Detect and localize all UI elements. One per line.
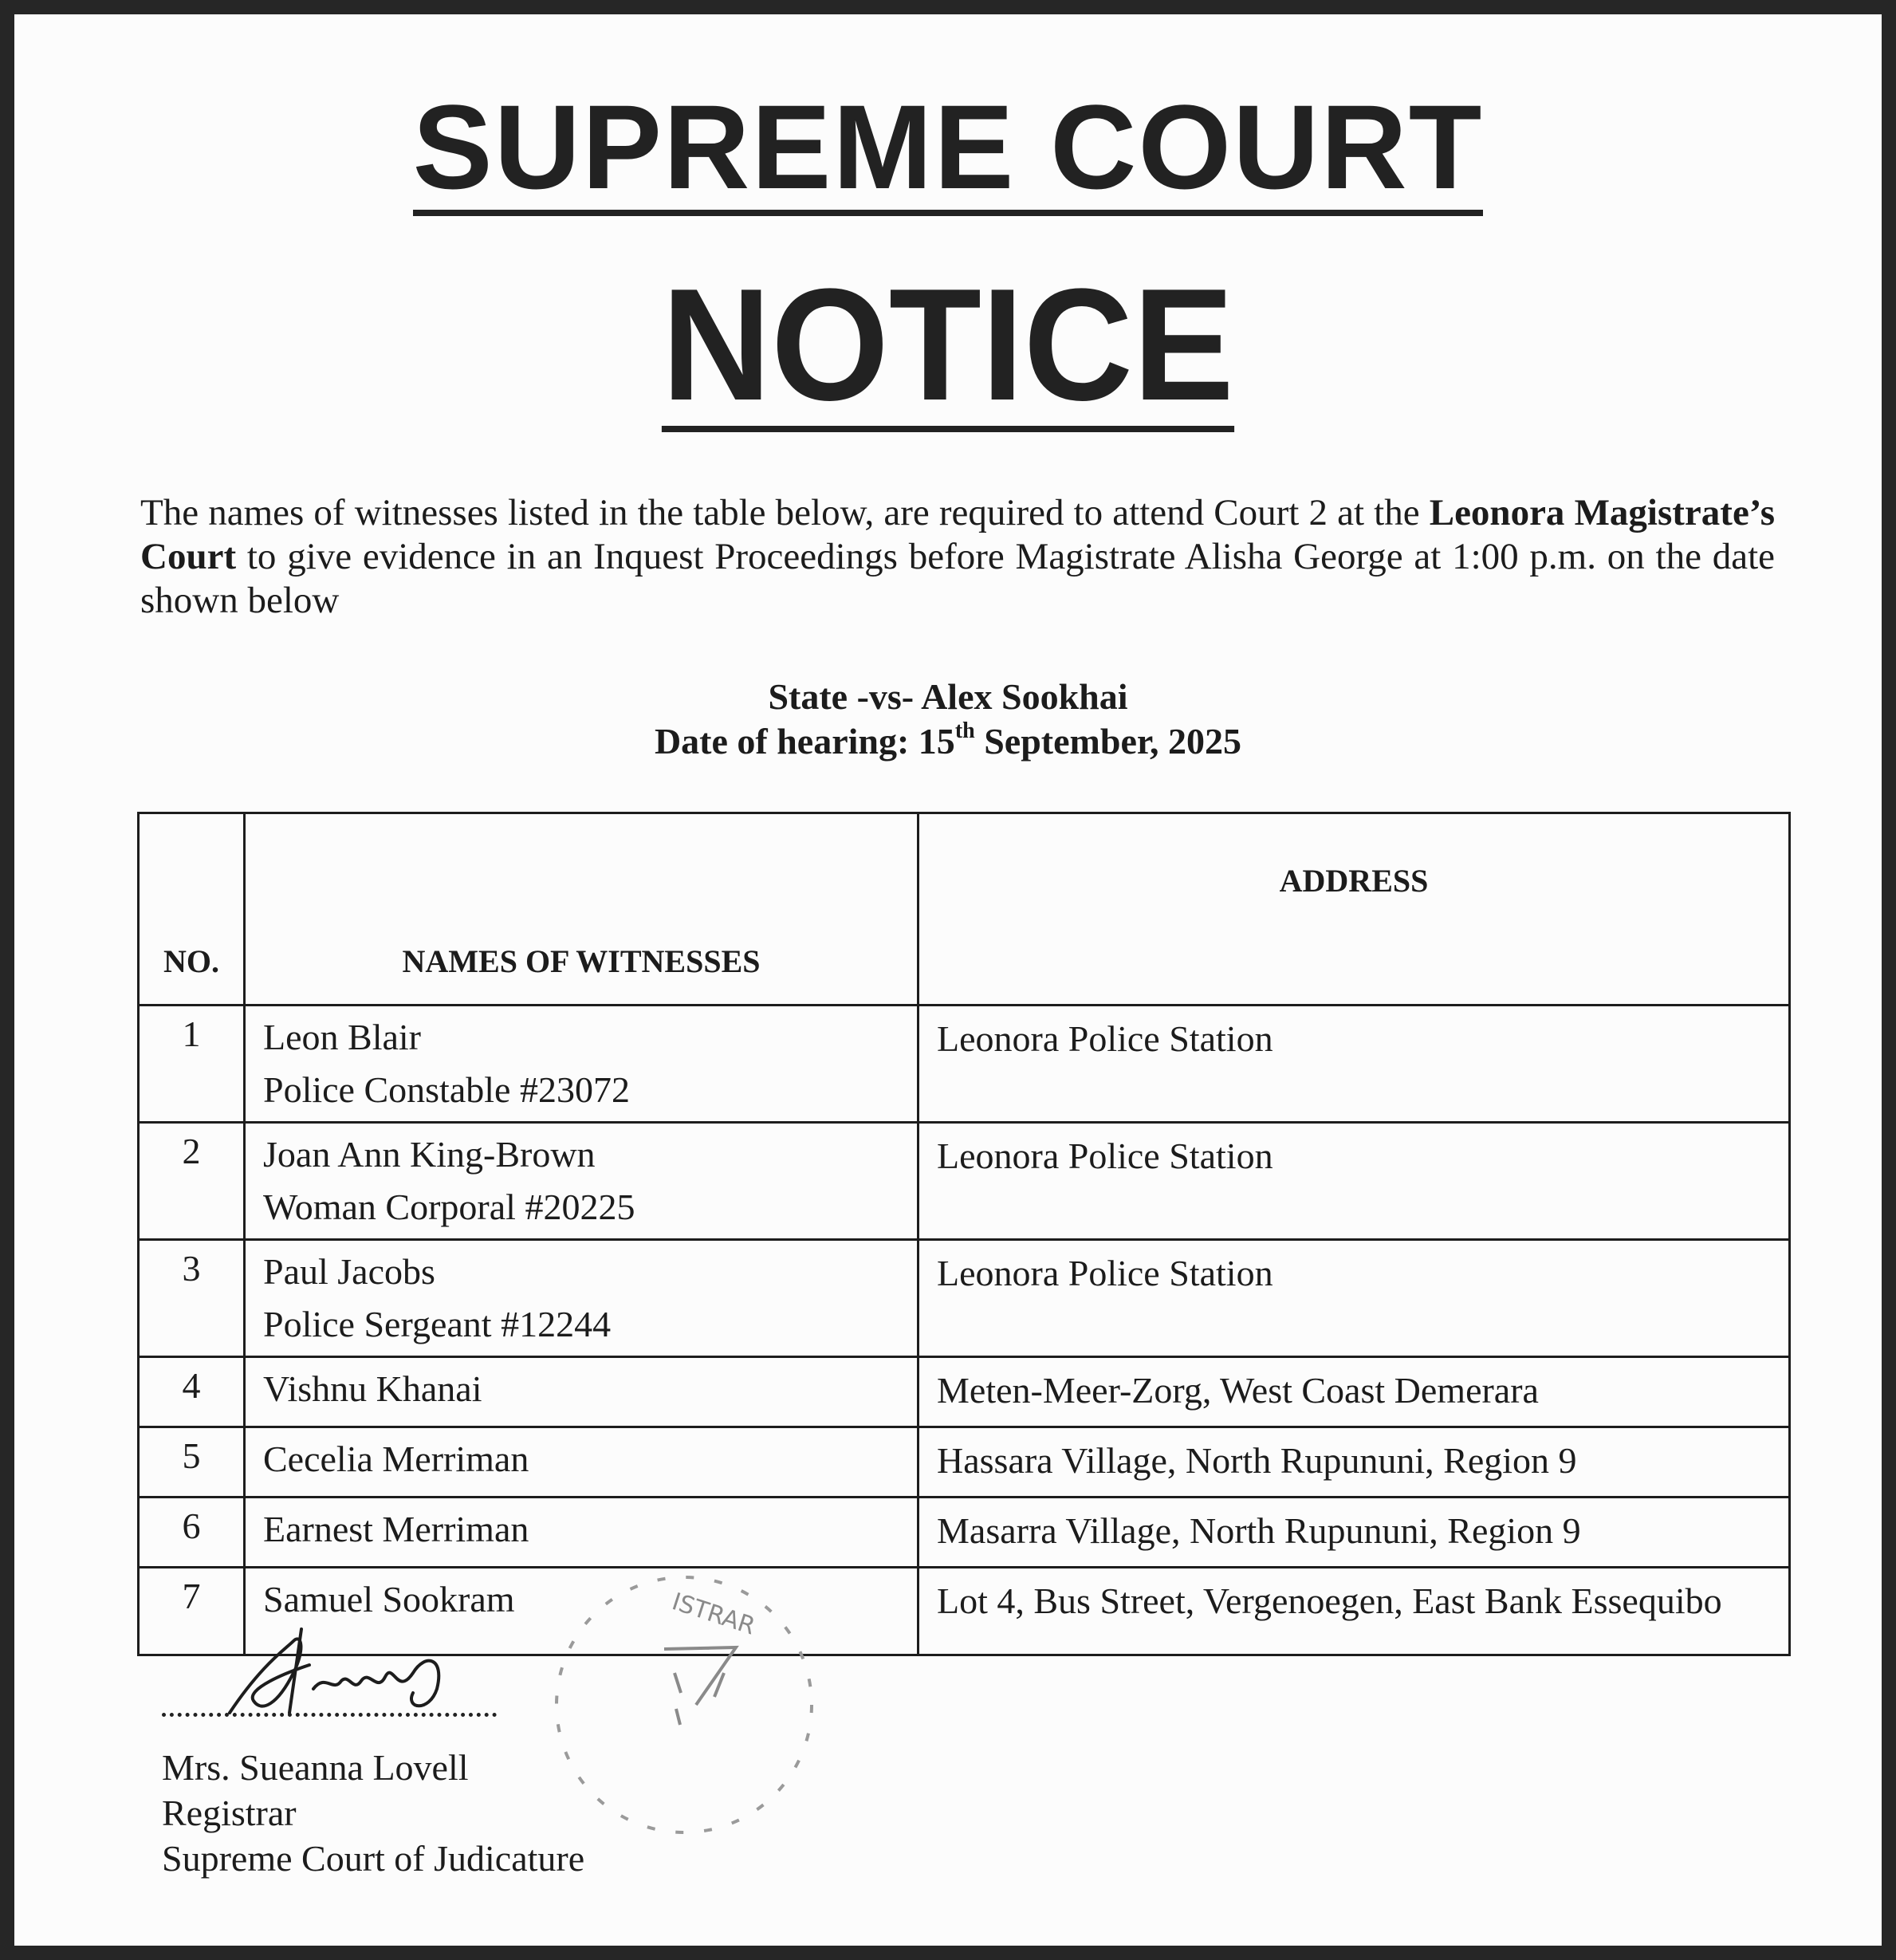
- registrar-signature: [214, 1617, 501, 1737]
- witness-rank: Police Constable #23072: [263, 1069, 630, 1110]
- hearing-date-rest: September, 2025: [974, 721, 1242, 762]
- witness-address: Leonora Police Station: [918, 1006, 1790, 1123]
- witness-address: Lot 4, Bus Street, Vergenoegen, East Bank Essequibo: [918, 1568, 1790, 1655]
- row-no: 3: [139, 1240, 245, 1357]
- signature-line: [162, 1713, 497, 1717]
- notice-heading-text: NOTICE: [662, 256, 1234, 434]
- witness-address: Hassara Village, North Rupununi, Region 9: [918, 1427, 1790, 1498]
- row-no: 5: [139, 1427, 245, 1498]
- table-row: [139, 1240, 1790, 1357]
- row-no: 6: [139, 1498, 245, 1568]
- witness-name: Cecelia Merriman: [263, 1439, 529, 1479]
- witness-cell: [245, 1240, 918, 1357]
- case-title: State -vs- Alex Sookhai: [768, 676, 1128, 717]
- witness-address: Meten-Meer-Zorg, West Coast Demerara: [918, 1357, 1790, 1427]
- intro-text-before: The names of witnesses listed in the table below, are required to attend Court 2 at the: [140, 492, 1430, 533]
- intro-text-after: to give evidence in an Inquest Proceedings before Magistrate Alisha George at 1:00 p.m. on the date shown below: [140, 536, 1775, 621]
- signatory-role: Registrar: [162, 1793, 297, 1833]
- hearing-date-label: Date of hearing: 15: [654, 721, 955, 762]
- header-names: NAMES OF WITNESSES: [245, 813, 918, 1006]
- witness-cell: [245, 1006, 918, 1123]
- witness-name: Earnest Merriman: [263, 1509, 529, 1549]
- signatory-organization: Supreme Court of Judicature: [162, 1838, 585, 1879]
- table-header-row: [139, 813, 1790, 1006]
- signatory-name: Mrs. Sueanna Lovell: [162, 1747, 469, 1788]
- svg-text:ISTRAR: ISTRAR: [668, 1588, 759, 1641]
- row-no: 1: [139, 1006, 245, 1123]
- table-row: [139, 1006, 1790, 1123]
- witness-name: Leon Blair: [263, 1017, 421, 1057]
- witness-address: Leonora Police Station: [918, 1240, 1790, 1357]
- intro-paragraph: [140, 491, 1775, 623]
- witness-cell: [245, 1123, 918, 1240]
- header-no: NO.: [139, 813, 245, 1006]
- row-no: 4: [139, 1357, 245, 1427]
- row-no: 7: [139, 1568, 245, 1655]
- witness-name: Samuel Sookram: [263, 1579, 515, 1620]
- intro-court-name: Leonora Magistrate’s Court: [140, 492, 1775, 577]
- page-title: [14, 78, 1882, 216]
- hearing-date: [14, 719, 1882, 764]
- witness-address: Leonora Police Station: [918, 1123, 1790, 1240]
- page-title-text: SUPREME COURT: [413, 87, 1484, 216]
- row-no: 2: [139, 1123, 245, 1240]
- witness-name: Paul Jacobs: [263, 1251, 435, 1292]
- table-row: [139, 1357, 1790, 1427]
- table-row: [139, 1123, 1790, 1240]
- notice-heading: [14, 254, 1882, 437]
- hearing-date-suffix: th: [954, 718, 975, 743]
- witness-cell: [245, 1427, 918, 1498]
- witness-name: Joan Ann King-Brown: [263, 1134, 596, 1175]
- witness-cell: [245, 1357, 918, 1427]
- table-row: [139, 1498, 1790, 1568]
- witness-table: [137, 812, 1791, 1656]
- signatory-block: [162, 1745, 584, 1881]
- witness-rank: Police Sergeant #12244: [263, 1304, 612, 1344]
- witness-rank: Woman Corporal #20225: [263, 1187, 635, 1227]
- witness-name: Vishnu Khanai: [263, 1368, 482, 1409]
- header-address: ADDRESS: [918, 813, 1790, 1006]
- table-row: [139, 1427, 1790, 1498]
- witness-address: Masarra Village, North Rupununi, Region 9: [918, 1498, 1790, 1568]
